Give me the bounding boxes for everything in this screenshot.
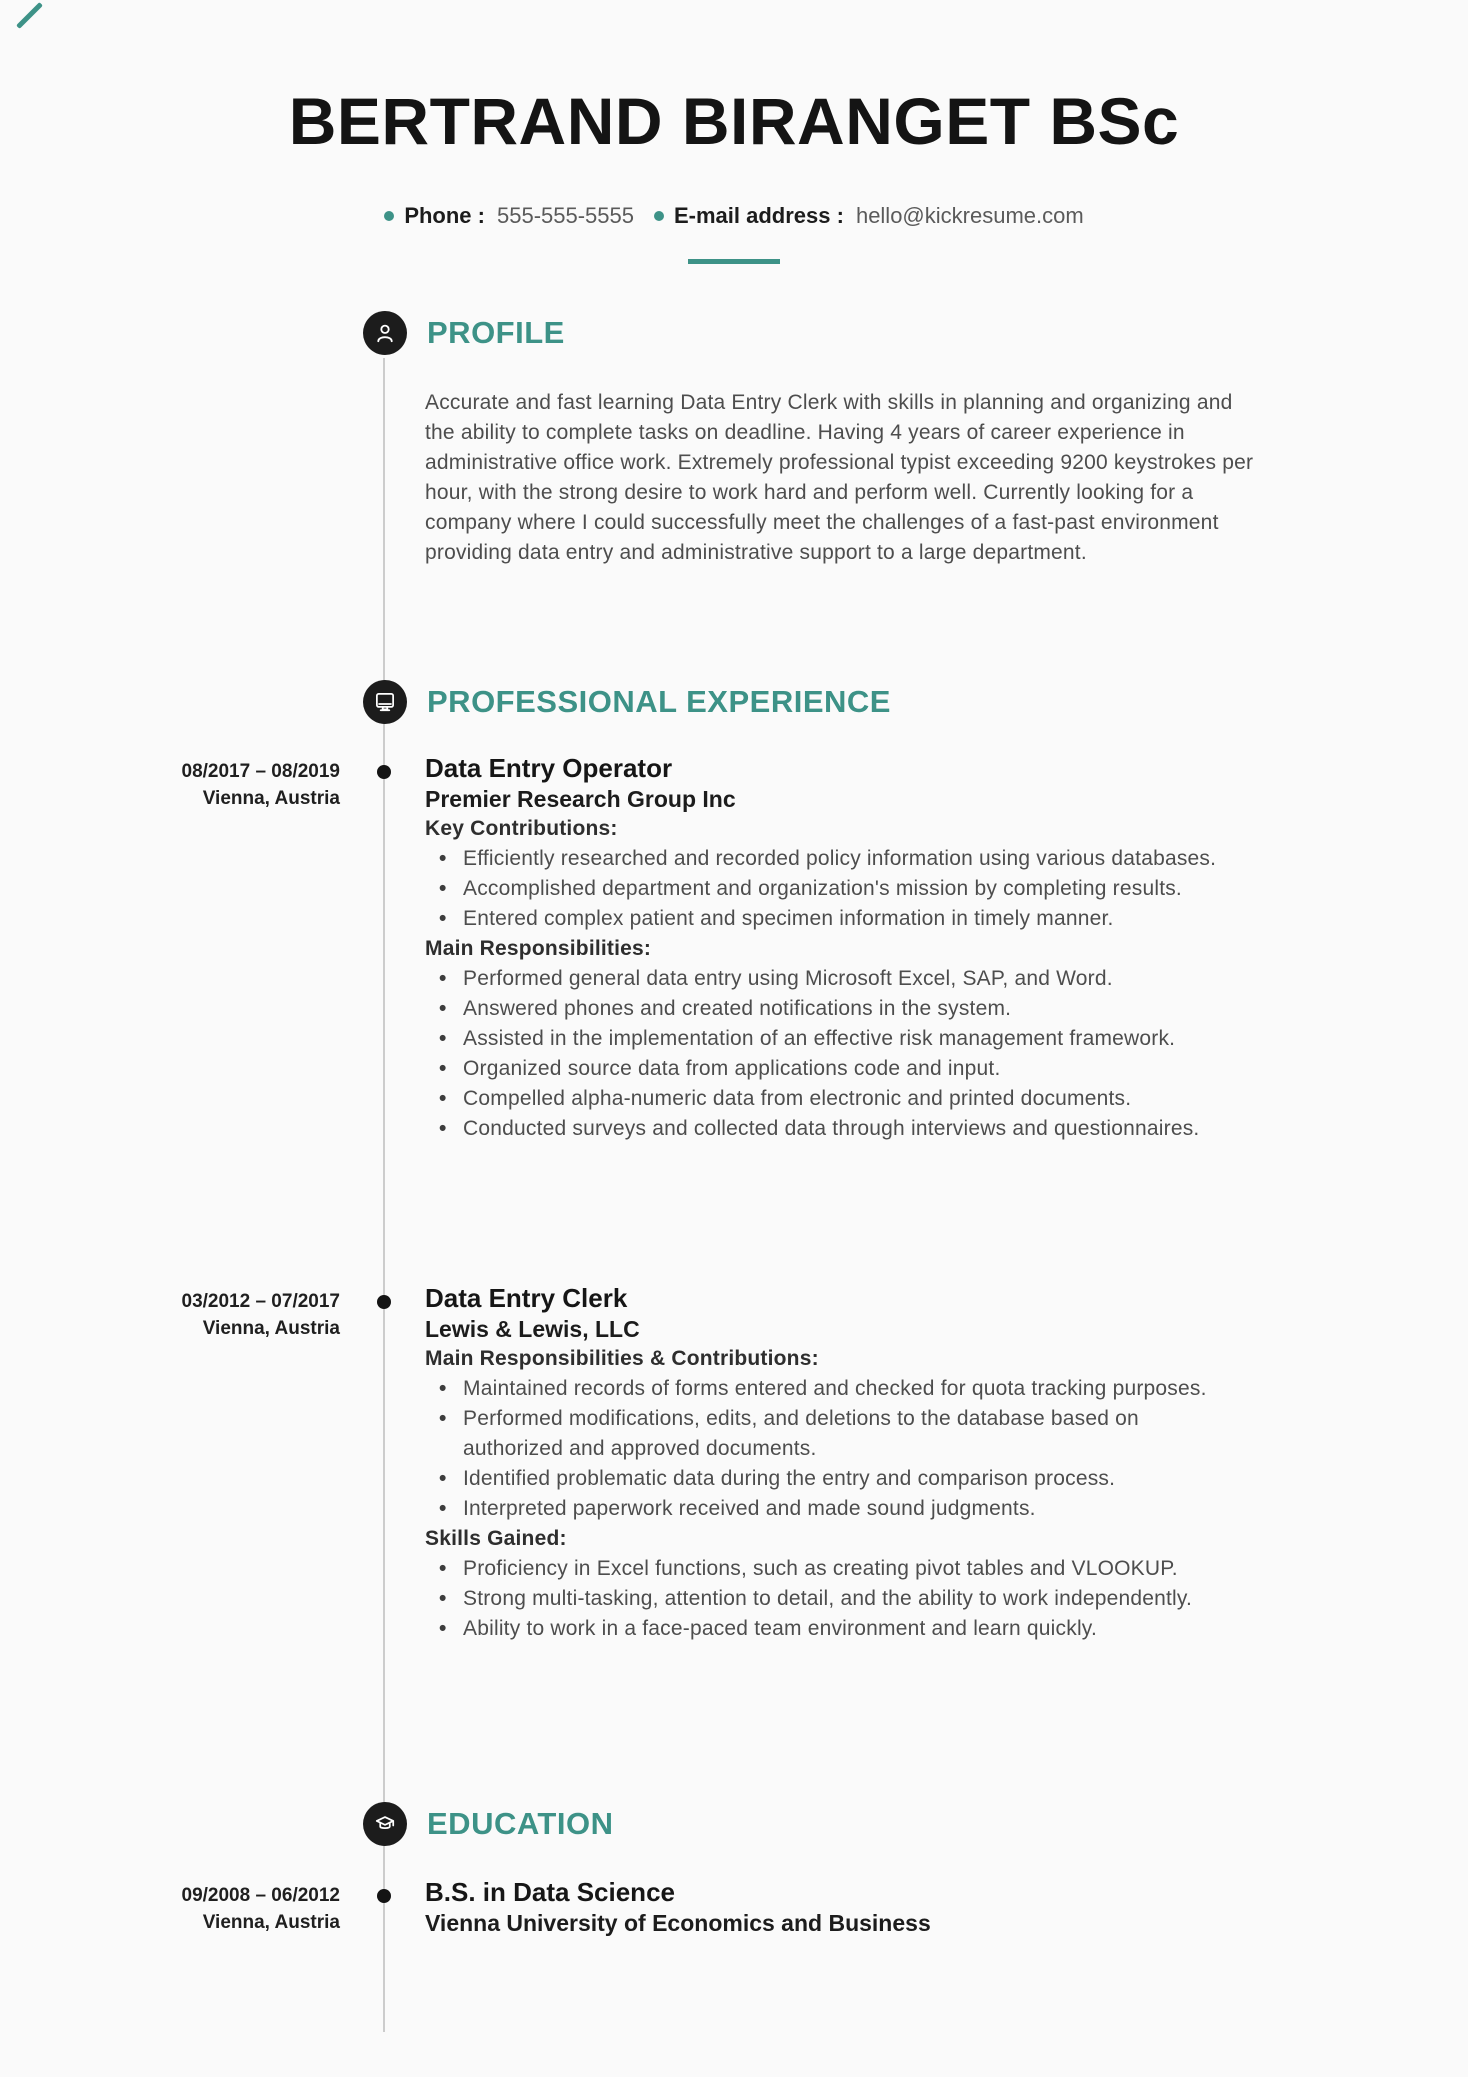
job-role: Data Entry Operator <box>425 753 673 783</box>
bullet-item: • Efficiently researched and recorded policy information using various databases. <box>425 844 1225 874</box>
timeline-dot <box>377 765 391 779</box>
bullet-item: • Performed general data entry using Microsoft Excel, SAP, and Word. <box>425 964 1225 994</box>
bullet-list <box>425 1374 1225 1524</box>
graduation-cap-icon <box>363 1802 407 1846</box>
phone-label: Phone : <box>404 203 485 228</box>
job-role: Data Entry Clerk <box>425 1283 628 1313</box>
entry-dates: 03/2012 – 07/2017 <box>181 1291 340 1312</box>
degree: B.S. in Data Science <box>425 1877 675 1907</box>
bullet-item: • Performed modifications, edits, and deletions to the database based on authorized and approved documents. <box>425 1404 1225 1464</box>
group-label: Main Responsibilities & Contributions: <box>425 1347 819 1370</box>
entry-meta <box>40 1288 340 1342</box>
header-divider <box>688 259 780 264</box>
section-title-education: EDUCATION <box>427 1806 614 1841</box>
school: Vienna University of Economics and Business <box>425 1910 931 1936</box>
email-value: hello@kickresume.com <box>855 203 1084 228</box>
timeline-dot <box>377 1295 391 1309</box>
phone-bullet-icon <box>384 211 394 221</box>
experience-entry-2 <box>0 1282 1468 1644</box>
profile-section-head <box>363 311 565 355</box>
bullet-item: • Entered complex patient and specimen information in timely manner. <box>425 904 1225 934</box>
bullet-item: • Answered phones and created notifications in the system. <box>425 994 1225 1024</box>
bullet-item: • Interpreted paperwork received and made sound judgments. <box>425 1494 1225 1524</box>
job-company: Lewis & Lewis, LLC <box>425 1316 640 1342</box>
bullet-item: • Ability to work in a face-paced team environment and learn quickly. <box>425 1614 1225 1644</box>
entry-location: Vienna, Austria <box>202 1912 340 1933</box>
bullet-item: • Assisted in the implementation of an effective risk management framework. <box>425 1024 1225 1054</box>
entry-dates: 08/2017 – 08/2019 <box>181 761 340 782</box>
education-entry <box>0 1876 1468 1938</box>
entry-location: Vienna, Austria <box>202 788 340 809</box>
section-title-experience: PROFESSIONAL EXPERIENCE <box>427 684 891 719</box>
experience-section-head <box>363 680 891 724</box>
bullet-item: • Conducted surveys and collected data through interviews and questionnaires. <box>425 1114 1225 1144</box>
group-label: Key Contributions: <box>425 817 618 840</box>
section-title-profile: PROFILE <box>427 315 565 350</box>
bullet-item: • Maintained records of forms entered and checked for quota tracking purposes. <box>425 1374 1225 1404</box>
timeline-line <box>383 358 385 2032</box>
bullet-item: • Strong multi-tasking, attention to detail, and the ability to work independently. <box>425 1584 1225 1614</box>
email-bullet-icon <box>654 211 664 221</box>
bullet-item: • Compelled alpha-numeric data from electronic and printed documents. <box>425 1084 1225 1114</box>
entry-dates: 09/2008 – 06/2012 <box>181 1885 340 1906</box>
bullet-list <box>425 844 1225 934</box>
email-label: E-mail address : <box>674 203 844 228</box>
person-name: BERTRAND BIRANGET BSc <box>288 84 1180 158</box>
bullet-item: • Proficiency in Excel functions, such as creating pivot tables and VLOOKUP. <box>425 1554 1225 1584</box>
education-section-head <box>363 1802 613 1846</box>
entry-meta <box>40 758 340 812</box>
bullet-item: • Identified problematic data during the entry and comparison process. <box>425 1464 1225 1494</box>
entry-location: Vienna, Austria <box>202 1318 340 1339</box>
group-label: Main Responsibilities: <box>425 937 652 960</box>
corner-accent <box>16 2 43 29</box>
person-icon <box>363 311 407 355</box>
entry-meta <box>40 1882 340 1936</box>
monitor-icon <box>363 680 407 724</box>
contact-row <box>0 201 1468 231</box>
profile-summary: Accurate and fast learning Data Entry Clerk with skills in planning and organizing and the ability to complete tasks on deadline. Having 4 years of career experience in administrative office work. Extremely professional typist exceeding 9200 keystrokes per hour, with the strong desire to work hard and perform well. Currently looking for a company where I could successfully meet the challenges of a fast-past environment providing data entry and administrative support to a large department. <box>425 391 1254 564</box>
bullet-list <box>425 964 1225 1144</box>
job-company: Premier Research Group Inc <box>425 786 736 812</box>
timeline-dot <box>377 1889 391 1903</box>
group-label: Skills Gained: <box>425 1527 567 1550</box>
bullet-item: • Accomplished department and organization's mission by completing results. <box>425 874 1225 904</box>
bullet-list <box>425 1554 1225 1644</box>
phone-value: 555-555-5555 <box>496 203 634 228</box>
bullet-item: • Organized source data from applications code and input. <box>425 1054 1225 1084</box>
experience-entry-1 <box>0 752 1468 1144</box>
